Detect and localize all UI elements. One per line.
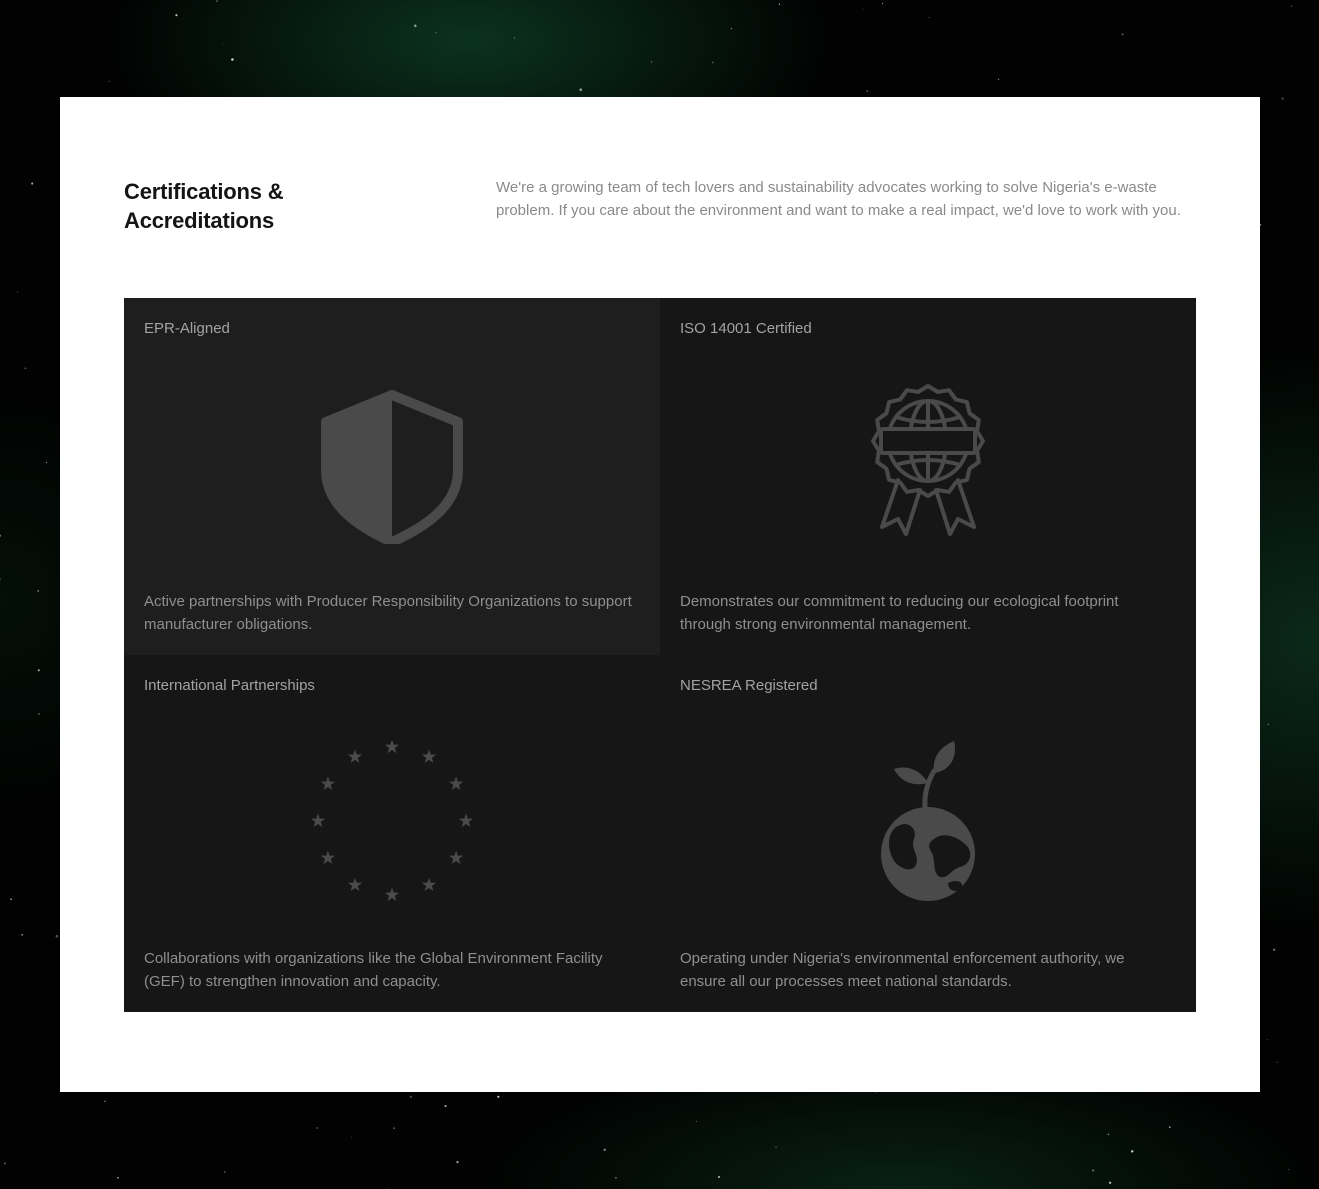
certification-description: Operating under Nigeria's environmental enforcement authority, we ensure all our processes meet national standards. bbox=[680, 950, 1125, 990]
certification-title: ISO 14001 Certified bbox=[680, 320, 812, 337]
star-icon bbox=[321, 851, 335, 865]
star-icon bbox=[348, 878, 362, 892]
certification-title: International Partnerships bbox=[144, 677, 315, 694]
star-icon bbox=[449, 851, 463, 865]
certification-description: Collaborations with organizations like the Global Environment Facility (GEF) to strengthen innovation and capacity. bbox=[144, 950, 603, 990]
certification-card-epr[interactable] bbox=[124, 298, 660, 655]
star-icon bbox=[422, 878, 436, 892]
certification-description: Demonstrates our commitment to reducing our ecological footprint through strong environmental management. bbox=[680, 593, 1119, 633]
section-description: We're a growing team of tech lovers and sustainability advocates working to solve Nigeria's e-waste problem. If you care about the environment and want to make a real impact, we'd love to work with you. bbox=[496, 179, 1181, 219]
star-icon bbox=[321, 777, 335, 791]
certification-title: NESREA Registered bbox=[680, 677, 818, 694]
award-ribbon-globe-icon bbox=[848, 384, 1008, 544]
certifications-section bbox=[60, 97, 1260, 1092]
earth-sprout-icon bbox=[848, 741, 1008, 901]
star-icon bbox=[449, 777, 463, 791]
certifications-grid bbox=[124, 298, 1196, 1012]
star-icon bbox=[385, 888, 399, 902]
certification-card-nesrea[interactable] bbox=[660, 655, 1196, 1012]
certification-card-iso[interactable] bbox=[660, 298, 1196, 655]
star-icon bbox=[385, 741, 399, 753]
star-icon bbox=[459, 814, 472, 828]
star-icon bbox=[422, 749, 436, 763]
star-icon bbox=[312, 814, 325, 828]
section-title: Certifications & Accreditations bbox=[124, 179, 284, 233]
shield-icon bbox=[312, 384, 472, 544]
certification-card-international[interactable] bbox=[124, 655, 660, 1012]
certification-description: Active partnerships with Producer Responsibility Organizations to support manufacturer obligations. bbox=[144, 593, 632, 633]
star-ring-icon bbox=[312, 741, 472, 901]
certification-title: EPR-Aligned bbox=[144, 320, 230, 337]
star-icon bbox=[348, 749, 362, 763]
